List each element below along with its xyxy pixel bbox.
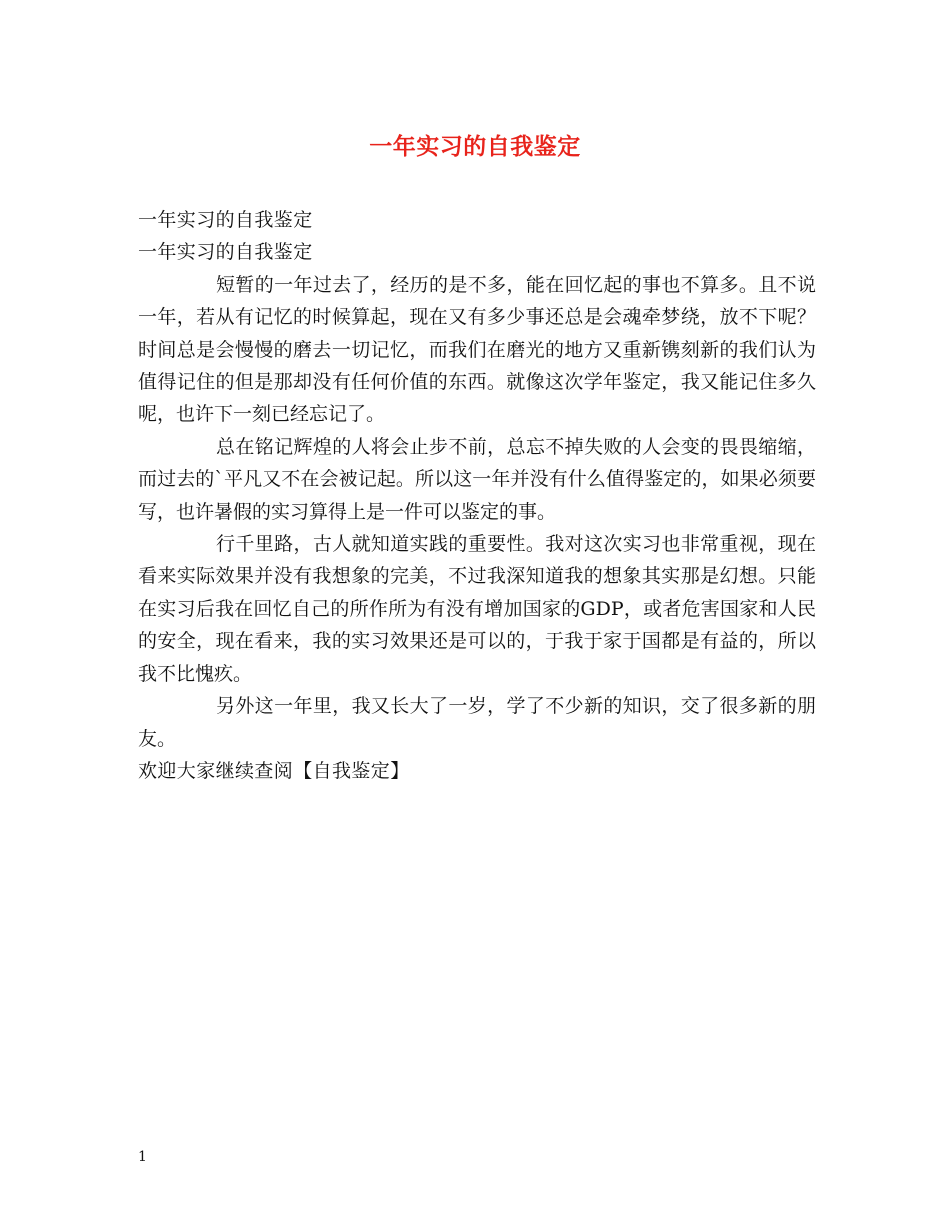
subtitle-line: 一年实习的自我鉴定 bbox=[138, 241, 313, 264]
page-number: 1 bbox=[138, 1149, 147, 1165]
paragraph: 另外这一年里，我又长大了一岁，学了不少新的知识，交了很多新的朋友。 bbox=[138, 695, 816, 750]
closing-line: 欢迎大家继续查阅【自我鉴定】 bbox=[138, 759, 410, 782]
document-body bbox=[138, 204, 816, 787]
paragraph: 总在铭记辉煌的人将会止步不前，总忘不掉失败的人会变的畏畏缩缩，而过去的`平凡又不在会被记起。所以这一年并没有什么值得鉴定的，如果必须要写，也许暑假的实习算得上是一件可以鉴定的事。 bbox=[138, 435, 816, 523]
paragraph: 短暂的一年过去了，经历的是不多，能在回忆起的事也不算多。且不说一年，若从有记忆的时候算起，现在又有多少事还总是会魂牵梦绕，放不下呢？时间总是会慢慢的磨去一切记忆，而我们在磨光的地方又重新镌刻新的我们认为值得记住的但是那却没有任何价值的东西。就像这次学年鉴定，我又能记住多久呢，也许下一刻已经忘记了。 bbox=[138, 273, 816, 426]
document-title: 一年实习的自我鉴定 bbox=[369, 133, 581, 160]
paragraph: 行千里路，古人就知道实践的重要性。我对这次实习也非常重视，现在看来实际效果并没有我想象的完美，不过我深知道我的想象其实那是幻想。只能在实习后我在回忆自己的所作所为有没有增加国家的GDP，或者危害国家和人民的安全，现在看来，我的实习效果还是可以的，于我于家于国都是有益的，所以我不比愧疚。 bbox=[138, 533, 816, 685]
subtitle-line: 一年实习的自我鉴定 bbox=[138, 209, 313, 231]
